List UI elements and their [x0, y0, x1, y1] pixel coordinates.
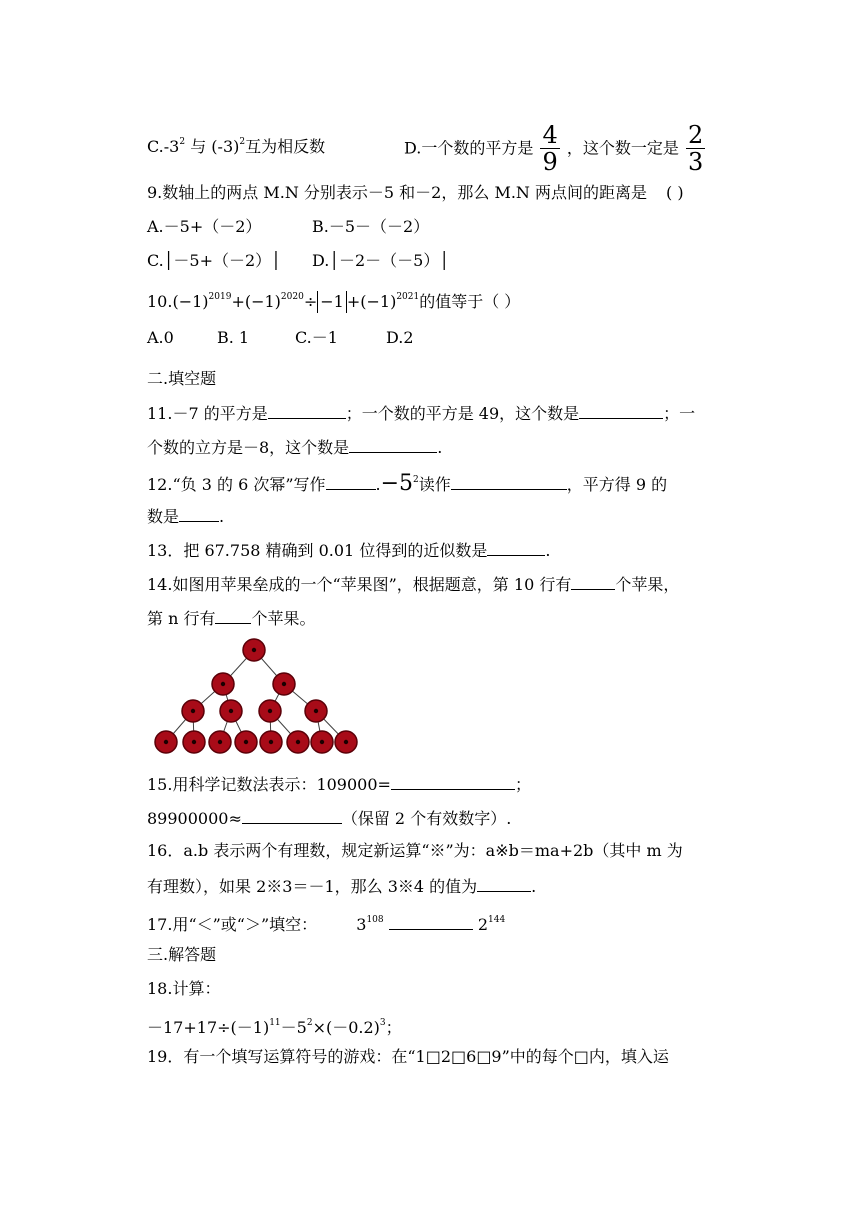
q12-l1b: .	[375, 475, 381, 494]
q11-l1a: 11.－7 的平方是	[147, 404, 268, 423]
q8-option-d	[404, 122, 707, 175]
q14-l1b: 个苹果，	[615, 575, 680, 594]
q12-blank3[interactable]	[179, 505, 219, 522]
q15-blank2[interactable]	[242, 807, 342, 824]
q12-blank2[interactable]	[451, 473, 567, 490]
apple-icon	[155, 731, 177, 753]
q8-d-frac2-num: 2	[687, 121, 704, 149]
q11-l1b: ；一个数的平方是 49，这个数是	[345, 404, 580, 423]
q8-c-expr2: (-3)	[211, 137, 240, 156]
q12-l1d: ，平方得 9 的	[566, 475, 668, 494]
q18-end: ；	[385, 1018, 402, 1037]
q12-l2b: .	[219, 507, 225, 526]
q10-abs: −1	[317, 291, 347, 313]
q8-c-exp2: 2	[239, 137, 246, 147]
q9-stem	[147, 183, 647, 203]
q13-blank[interactable]	[487, 539, 545, 556]
q9-opt-b-text: B.－5－（－2）	[312, 217, 430, 236]
q10-tail: 的值等于（ ）	[419, 292, 521, 311]
q18-exp3: 3	[379, 1018, 386, 1028]
q15-l2a: 89900000≈	[147, 809, 242, 828]
q12-l1a: 12.“负 3 的 6 次幂”写作	[147, 475, 326, 494]
q14-l2a: 第 n 行有	[147, 609, 216, 628]
q8-d-frac1	[540, 122, 559, 175]
q14-blank1[interactable]	[571, 573, 615, 590]
q12-blank1[interactable]	[326, 473, 376, 490]
q16-l2b: .	[531, 877, 537, 896]
apple-icon	[273, 673, 295, 695]
q10-exp1: 2019	[208, 292, 232, 302]
q15-l1b: ；	[514, 775, 531, 794]
q18-expr-c: ×(－0.2)	[312, 1018, 380, 1037]
q10-opt-a-text: A.0	[147, 328, 174, 347]
q9-opt-d-text: D.│－2－（－5）│	[312, 251, 449, 270]
q8-d-frac2	[686, 122, 705, 175]
apple-icon	[209, 731, 231, 753]
apple-icon	[182, 700, 204, 722]
section2-title: 二.填空题	[147, 369, 217, 388]
q10-num: 10.	[147, 292, 173, 311]
q8-c-label: C.	[147, 137, 164, 156]
q19-text: 19．有一个填写运算符号的游戏：在“1□2□6□9”中的每个□内，填入运	[147, 1047, 669, 1066]
q15-line2	[147, 807, 511, 829]
q18-expr	[147, 1013, 402, 1038]
q15-l1a: 15.用科学记数法表示：109000=	[147, 775, 391, 794]
q15-line1	[147, 773, 531, 795]
q9-paren	[666, 183, 684, 203]
q18-title-text: 18.计算：	[147, 979, 221, 998]
q16-l2a: 有理数），如果 2※3＝－1，那么 3※4 的值为	[147, 877, 478, 896]
q8-d-frac2-den: 3	[687, 148, 704, 176]
q11-l1c: ；一	[663, 404, 696, 423]
q16-line2	[147, 875, 536, 897]
q11-line1	[147, 402, 695, 424]
apple-tree-figure	[150, 632, 360, 756]
q17-exp2: 144	[488, 915, 506, 925]
q13-text: 13．把 67.758 精确到 0.01 位得到的近似数是	[147, 541, 488, 560]
q16-line1	[147, 841, 683, 861]
q14-line1	[147, 573, 679, 595]
apple-icon	[259, 700, 281, 722]
q12-line2	[147, 505, 224, 527]
q18-exp2: 2	[306, 1018, 313, 1028]
q12-l1c: 读作	[418, 475, 451, 494]
apple-icon	[183, 731, 205, 753]
q9-opt-c-text: C.│－5+（－2）│	[147, 251, 281, 270]
q8-d-frac1-num: 4	[542, 121, 558, 149]
q15-blank1[interactable]	[391, 773, 515, 790]
q17-line	[147, 910, 505, 935]
q13-end: .	[545, 541, 551, 560]
apple-icon	[235, 731, 257, 753]
q12-neg5: −5	[380, 471, 414, 496]
apple-icon	[305, 700, 327, 722]
apple-tree-lines	[166, 650, 346, 742]
apple-icon	[212, 673, 234, 695]
q12-l2a: 数是	[147, 507, 180, 526]
q8-d-mid: ，这个数一定是	[566, 138, 679, 158]
q14-l1a: 14.如图用苹果垒成的一个“苹果图”，根据题意，第 10 行有	[147, 575, 572, 594]
q11-line2	[147, 436, 442, 458]
q10-opt-a	[147, 328, 174, 348]
q17-text: 17.用“＜”或“＞”填空：	[147, 915, 318, 934]
q10-exp2: 2020	[280, 292, 304, 302]
q14-blank2[interactable]	[215, 607, 251, 624]
q18-title	[147, 979, 220, 999]
q9-opt-a	[147, 217, 261, 237]
q9-opt-d	[312, 251, 449, 271]
q12-line1	[147, 470, 667, 495]
apple-icon	[335, 731, 357, 753]
q17-base1: 3	[356, 915, 367, 934]
q10-stem	[147, 287, 520, 313]
q10-div: ÷	[303, 292, 318, 311]
q14-line2	[147, 607, 316, 629]
apple-icon	[260, 731, 282, 753]
q10-opt-d-text: D.2	[386, 328, 414, 347]
q10-opt-d	[386, 328, 414, 348]
q15-l2b: （保留 2 个有效数字）.	[341, 809, 512, 828]
apple-icon	[287, 731, 309, 753]
q11-blank3[interactable]	[349, 436, 437, 453]
q10-term1: (−1)	[172, 292, 209, 311]
q8-c-tail: 互为相反数	[245, 137, 326, 156]
section-solve	[147, 945, 216, 965]
section3-title: 三.解答题	[147, 945, 217, 964]
q9-opt-c	[147, 251, 281, 271]
q9-stem-text: 9.数轴上的两点 M.N 分别表示－5 和－2，那么 M.N 两点间的距离是	[147, 183, 647, 202]
q8-d-text: D.一个数的平方是	[404, 138, 534, 158]
q16-l1: 16．a.b 表示两个有理数，规定新运算“※”为：a※b＝ma+2b（其中 m 为	[147, 841, 683, 860]
q8-option-cd	[147, 132, 325, 157]
q18-exp1: 11	[269, 1018, 281, 1028]
q10-opt-b	[217, 328, 249, 348]
apple-icon	[243, 639, 265, 661]
q9-opt-a-text: A.－5+（－2）	[147, 217, 262, 236]
section-fill-blank	[147, 369, 216, 389]
q8-c-mid: 与	[190, 137, 207, 156]
q11-blank2[interactable]	[579, 402, 663, 419]
q8-c-expr1: -3	[163, 137, 180, 156]
q19-line	[147, 1047, 669, 1067]
q9-paren-text: ( )	[666, 183, 684, 202]
apple-tree-apples	[155, 639, 357, 753]
q16-blank[interactable]	[477, 875, 531, 892]
q9-opt-b	[312, 217, 429, 237]
q11-blank1[interactable]	[268, 402, 346, 419]
q17-exp1: 108	[366, 915, 384, 925]
q10-opt-c-text: C.－1	[295, 328, 338, 347]
q17-base2: 2	[477, 915, 489, 934]
q10-exp3: 2021	[396, 292, 420, 302]
q8-c-exp1: 2	[179, 137, 186, 147]
q8-d-frac1-den: 9	[542, 148, 558, 176]
q14-l2b: 个苹果。	[251, 609, 316, 628]
q11-l2a: 个数的立方是－8，这个数是	[147, 438, 350, 457]
q12-exp: 2	[413, 475, 419, 485]
q10-term2: +(−1)	[231, 292, 281, 311]
q18-expr-a: －17+17÷(－1)	[147, 1018, 270, 1037]
q10-opt-c	[295, 328, 338, 348]
q11-l2b: .	[437, 438, 443, 457]
q13-line	[147, 539, 550, 561]
q10-term3: +(−1)	[346, 292, 397, 311]
apple-icon	[220, 700, 242, 722]
q10-opt-b-text: B. 1	[217, 328, 250, 347]
q18-expr-b: －5	[280, 1018, 307, 1037]
apple-icon	[311, 731, 333, 753]
q17-blank[interactable]	[389, 913, 473, 930]
